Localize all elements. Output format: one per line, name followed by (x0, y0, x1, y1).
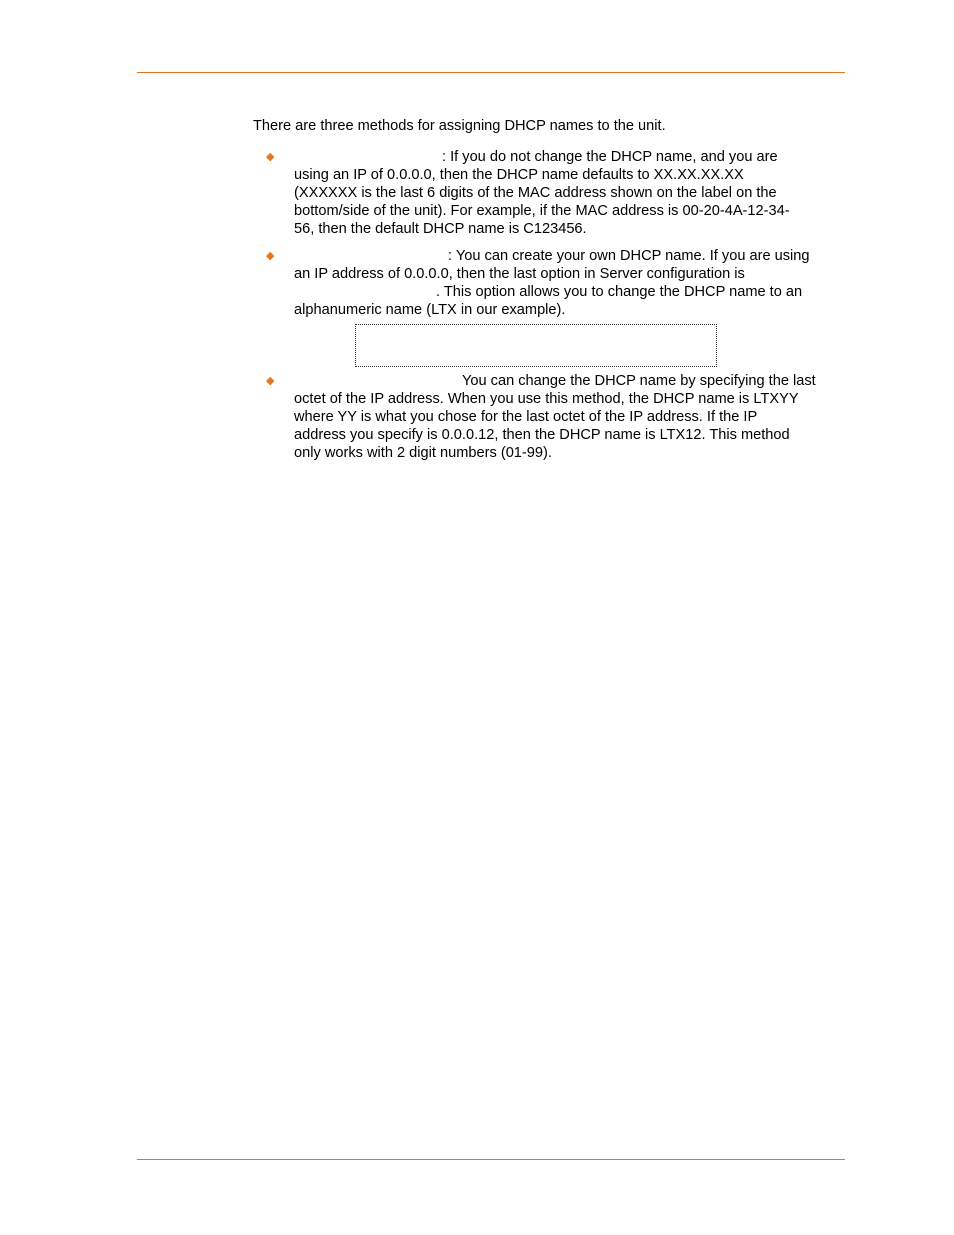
bullet-text (294, 247, 846, 319)
intro-paragraph: There are three methods for assigning DHCP names to the unit. (253, 118, 666, 134)
bullet-line: 56, then the default DHCP name is C123456. (294, 221, 587, 238)
bullet-line: : If you do not change the DHCP name, and you are (442, 149, 778, 165)
bullet-line: . This option allows you to change the DHCP name to an (436, 284, 803, 301)
example-box (355, 324, 717, 367)
diamond-bullet-icon: ◆ (266, 375, 275, 387)
header-rule (137, 72, 845, 73)
bullet-line: You can change the DHCP name by specifying the last (462, 373, 816, 389)
bullet-line: alphanumeric name (LTX in our example). (294, 302, 566, 319)
bullet-text (294, 148, 846, 238)
bullet-line: : You can create your own DHCP name. If you are using (448, 248, 810, 264)
footer-rule (137, 1159, 845, 1160)
bullet-line: octet of the IP address. When you use this method, the DHCP name is LTXYY (294, 391, 799, 408)
bullet-line: (XXXXXX is the last 6 digits of the MAC address shown on the label on the (294, 185, 777, 202)
bullet-line: bottom/side of the unit). For example, if the MAC address is 00-20-4A-12-34- (294, 203, 790, 220)
bullet-text (294, 372, 846, 462)
diamond-bullet-icon: ◆ (266, 151, 275, 163)
bullet-line: an IP address of 0.0.0.0, then the last option in Server configuration is (294, 266, 745, 283)
bullet-line: address you specify is 0.0.0.12, then the DHCP name is LTX12. This method (294, 427, 790, 444)
bullet-line: using an IP of 0.0.0.0, then the DHCP name defaults to XX.XX.XX.XX (294, 167, 744, 184)
bullet-line: where YY is what you chose for the last octet of the IP address. If the IP (294, 409, 758, 426)
diamond-bullet-icon: ◆ (266, 250, 275, 262)
bullet-line: only works with 2 digit numbers (01-99). (294, 445, 552, 462)
